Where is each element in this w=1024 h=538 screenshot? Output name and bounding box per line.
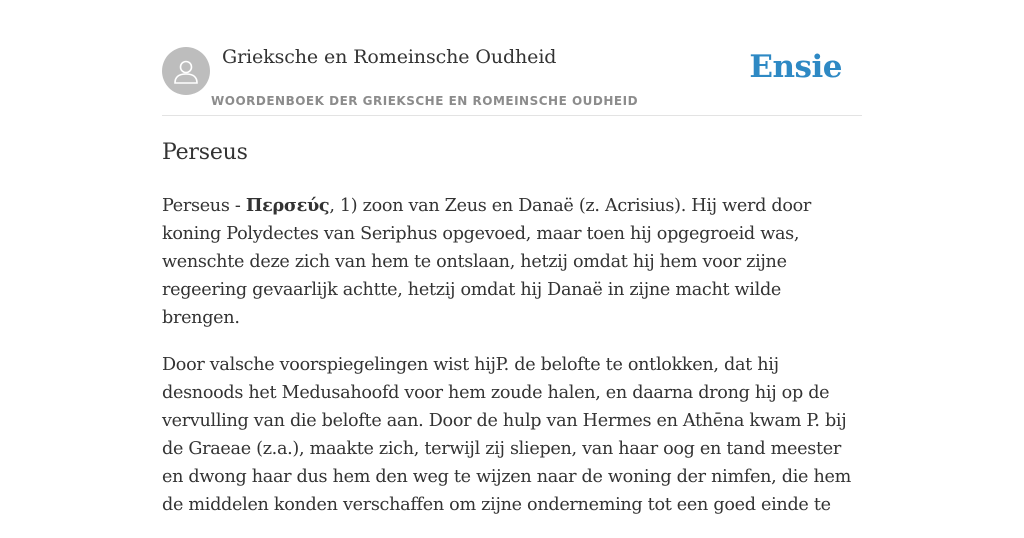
user-icon	[171, 56, 201, 86]
greek-term: Περσεύς	[245, 195, 330, 216]
site-title[interactable]: Grieksche en Romeinsche Oudheid	[222, 46, 557, 68]
brand-logo[interactable]: Ensie	[749, 49, 842, 85]
site-subtitle: WOORDENBOEK DER GRIEKSCHE EN ROMEINSCHE OUDHEID	[211, 94, 639, 108]
article-body	[162, 192, 862, 538]
page-title: Perseus	[162, 140, 248, 165]
paragraph-text: , 1) zoon van Zeus en Danaë (z. Acrisius). Hij werd door koning Polydectes van Seriphus opgevoed, maar toen hij opgegroeid was, wenschte deze zich van hem te ontslaan, hetzij omdat hij hem voor zijne regeering gevaarlijk achtte, hetzij omdat hij Danaë in zijne macht wilde brengen.	[162, 196, 812, 328]
site-header	[162, 44, 862, 116]
article-paragraph: Door valsche voorspiegelingen wist hijP. de belofte te ontlokken, dat hij desnoods het Medusahoofd voor hem zoude halen, en daarna drong hij op de vervulling van die belofte aan. Door de hulp van Hermes en Athēna kwam P. bij de Graeae (z.a.), maakte zich, terwijl zij sliepen, van haar oog en tand meester en dwong haar dus hem den weg te wijzen naar de woning der nimfen, die hem de middelen konden verschaffen om zijne onderneming tot een goed einde te	[162, 355, 851, 515]
avatar[interactable]	[162, 47, 210, 95]
paragraph-lead: Perseus -	[162, 196, 246, 216]
article-paragraph	[162, 192, 862, 332]
